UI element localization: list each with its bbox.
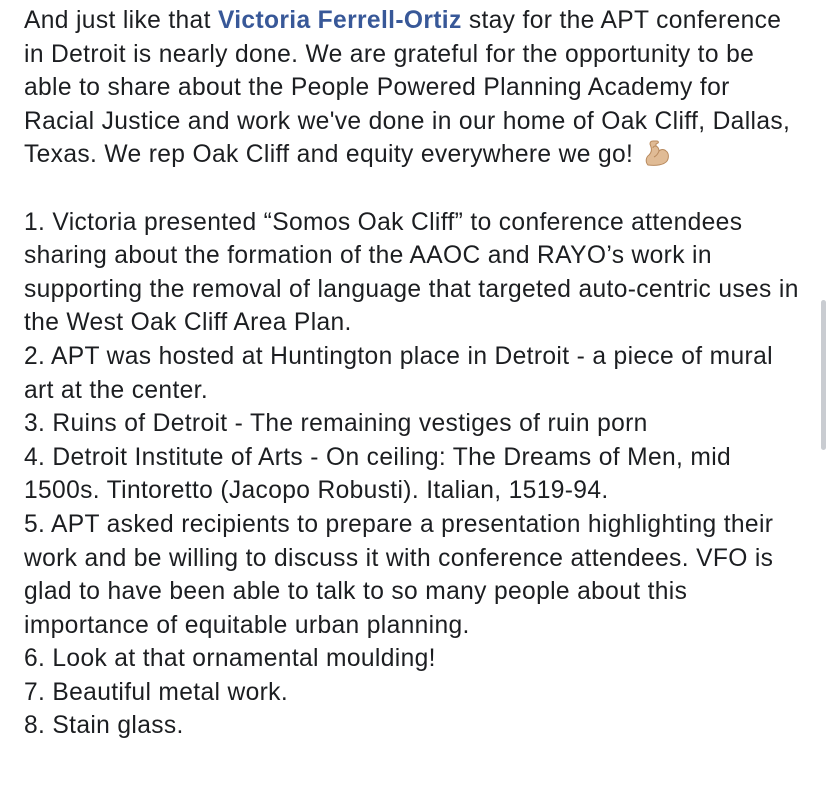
list-item: 7. Beautiful metal work. bbox=[24, 678, 289, 706]
mention-link-victoria[interactable]: Victoria Ferrell-Ortiz bbox=[217, 7, 462, 34]
scrollbar-thumb[interactable] bbox=[821, 300, 826, 450]
list-item: 2. APT was hosted at Huntington place in Detroit - a piece of mural art at the center. bbox=[24, 342, 773, 404]
flexed-biceps-icon bbox=[642, 138, 672, 168]
list-item: 5. APT asked recipients to prepare a presentation highlighting their work and be willing to discuss it with conference attendees. VFO is glad to have been able to talk to so many people about this importance of equitable urban planning. bbox=[24, 510, 774, 639]
list-item: 8. Stain glass. bbox=[24, 712, 184, 740]
post-intro-paragraph bbox=[24, 4, 804, 172]
intro-text-before: And just like that bbox=[24, 7, 218, 34]
list-item: 3. Ruins of Detroit - The remaining vestiges of ruin porn bbox=[24, 410, 648, 438]
list-item: 6. Look at that ornamental moulding! bbox=[24, 645, 436, 673]
intro-text-after: stay for the APT conference in Detroit is nearly done. We are grateful for the opportunity to be able to share about the People Powered Planning Academy for Racial Justice and work we've done in our home of Oak Cliff, Dallas, Texas. We rep Oak Cliff and equity everywhere we go! bbox=[24, 7, 791, 169]
list-item: 4. Detroit Institute of Arts - On ceiling: The Dreams of Men, mid 1500s. Tintoretto (Jacopo Robusti). Italian, 1519-94. bbox=[24, 443, 732, 505]
post-photo-list bbox=[24, 206, 804, 744]
list-item: 1. Victoria presented “Somos Oak Cliff” to conference attendees sharing about the formation of the AAOC and RAYO’s work in supporting the removal of language that targeted auto-centric uses in the West Oak Cliff Area Plan. bbox=[24, 208, 799, 337]
